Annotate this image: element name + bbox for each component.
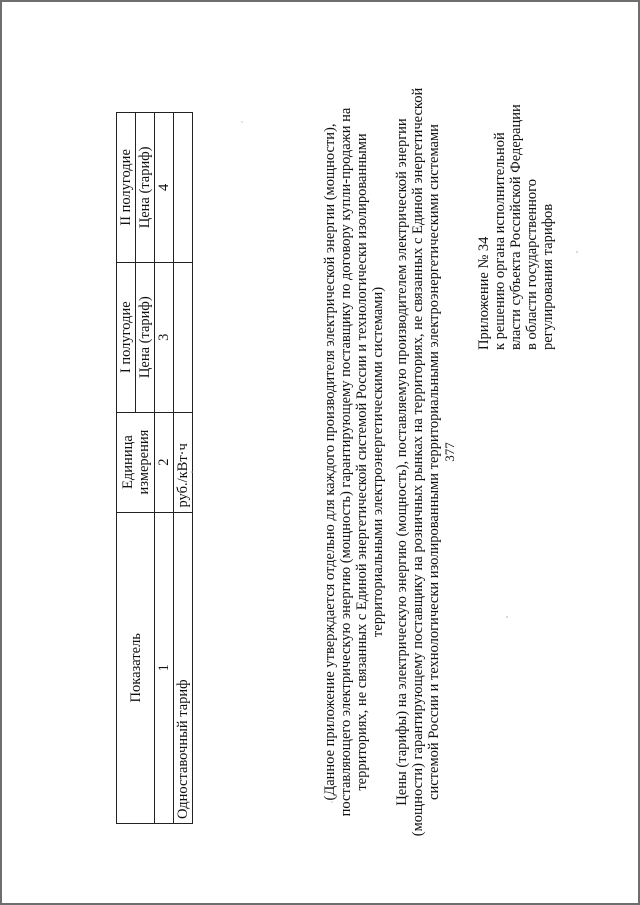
title-line: (мощности) гарантирующему поставщику на розничных рынках на территориях, не связанных с Единой энергетической	[410, 87, 426, 837]
column-number: 4	[155, 113, 174, 263]
column-number: 1	[155, 512, 174, 823]
appendix-heading	[476, 10, 556, 350]
document-title	[394, 82, 442, 842]
row-second-half-value	[174, 113, 193, 263]
note-line: территориальными электроэнергетическими системами)	[370, 286, 386, 638]
tariff-table	[116, 112, 193, 824]
document-page	[2, 2, 638, 903]
appendix-line: регулирования тарифов	[540, 203, 556, 350]
title-line: системой России и технологически изолированными территориальными электроэнергетическими системами	[426, 124, 442, 800]
header-indicator: Показатель	[117, 512, 155, 823]
column-number: 3	[155, 262, 174, 412]
row-first-half-value	[174, 262, 193, 412]
page-number: 377	[442, 442, 457, 462]
note-line: поставляющего электрическую энергию (мощность) гарантирующему поставщику по договору купли-продажи на	[338, 107, 354, 817]
header-price-first: Цена (тариф)	[136, 262, 155, 412]
column-number: 2	[155, 412, 174, 512]
header-unit: Единица измерения	[117, 412, 155, 512]
row-unit: руб./кВт·ч	[174, 412, 193, 512]
row-indicator: Одноставочный тариф	[174, 512, 193, 823]
header-second-half: II полугодие	[117, 113, 136, 263]
table-row	[174, 113, 193, 824]
appendix-line: власти субъекта Российской Федерации	[508, 104, 524, 350]
table-numbering-row	[155, 113, 174, 824]
header-first-half: I полугодие	[117, 262, 136, 412]
document-note	[322, 82, 386, 842]
note-line: территориях, не связанных с Единой энергетической системой России и технологически изолированными	[354, 133, 370, 791]
rotated-content	[2, 2, 638, 902]
title-line: Цены (тарифы) на электрическую энергию (мощность), поставляемую производителем электрической энергии	[394, 118, 410, 806]
note-line: (Данное приложение утверждается отдельно для каждого производителя электрической энергии (мощности),	[322, 123, 338, 801]
header-price-second: Цена (тариф)	[136, 113, 155, 263]
appendix-line: в области государственного	[524, 179, 540, 350]
appendix-line: Приложение № 34	[476, 236, 492, 350]
table-header-row	[117, 113, 136, 824]
appendix-line: к решению органа исполнительной	[492, 132, 508, 350]
